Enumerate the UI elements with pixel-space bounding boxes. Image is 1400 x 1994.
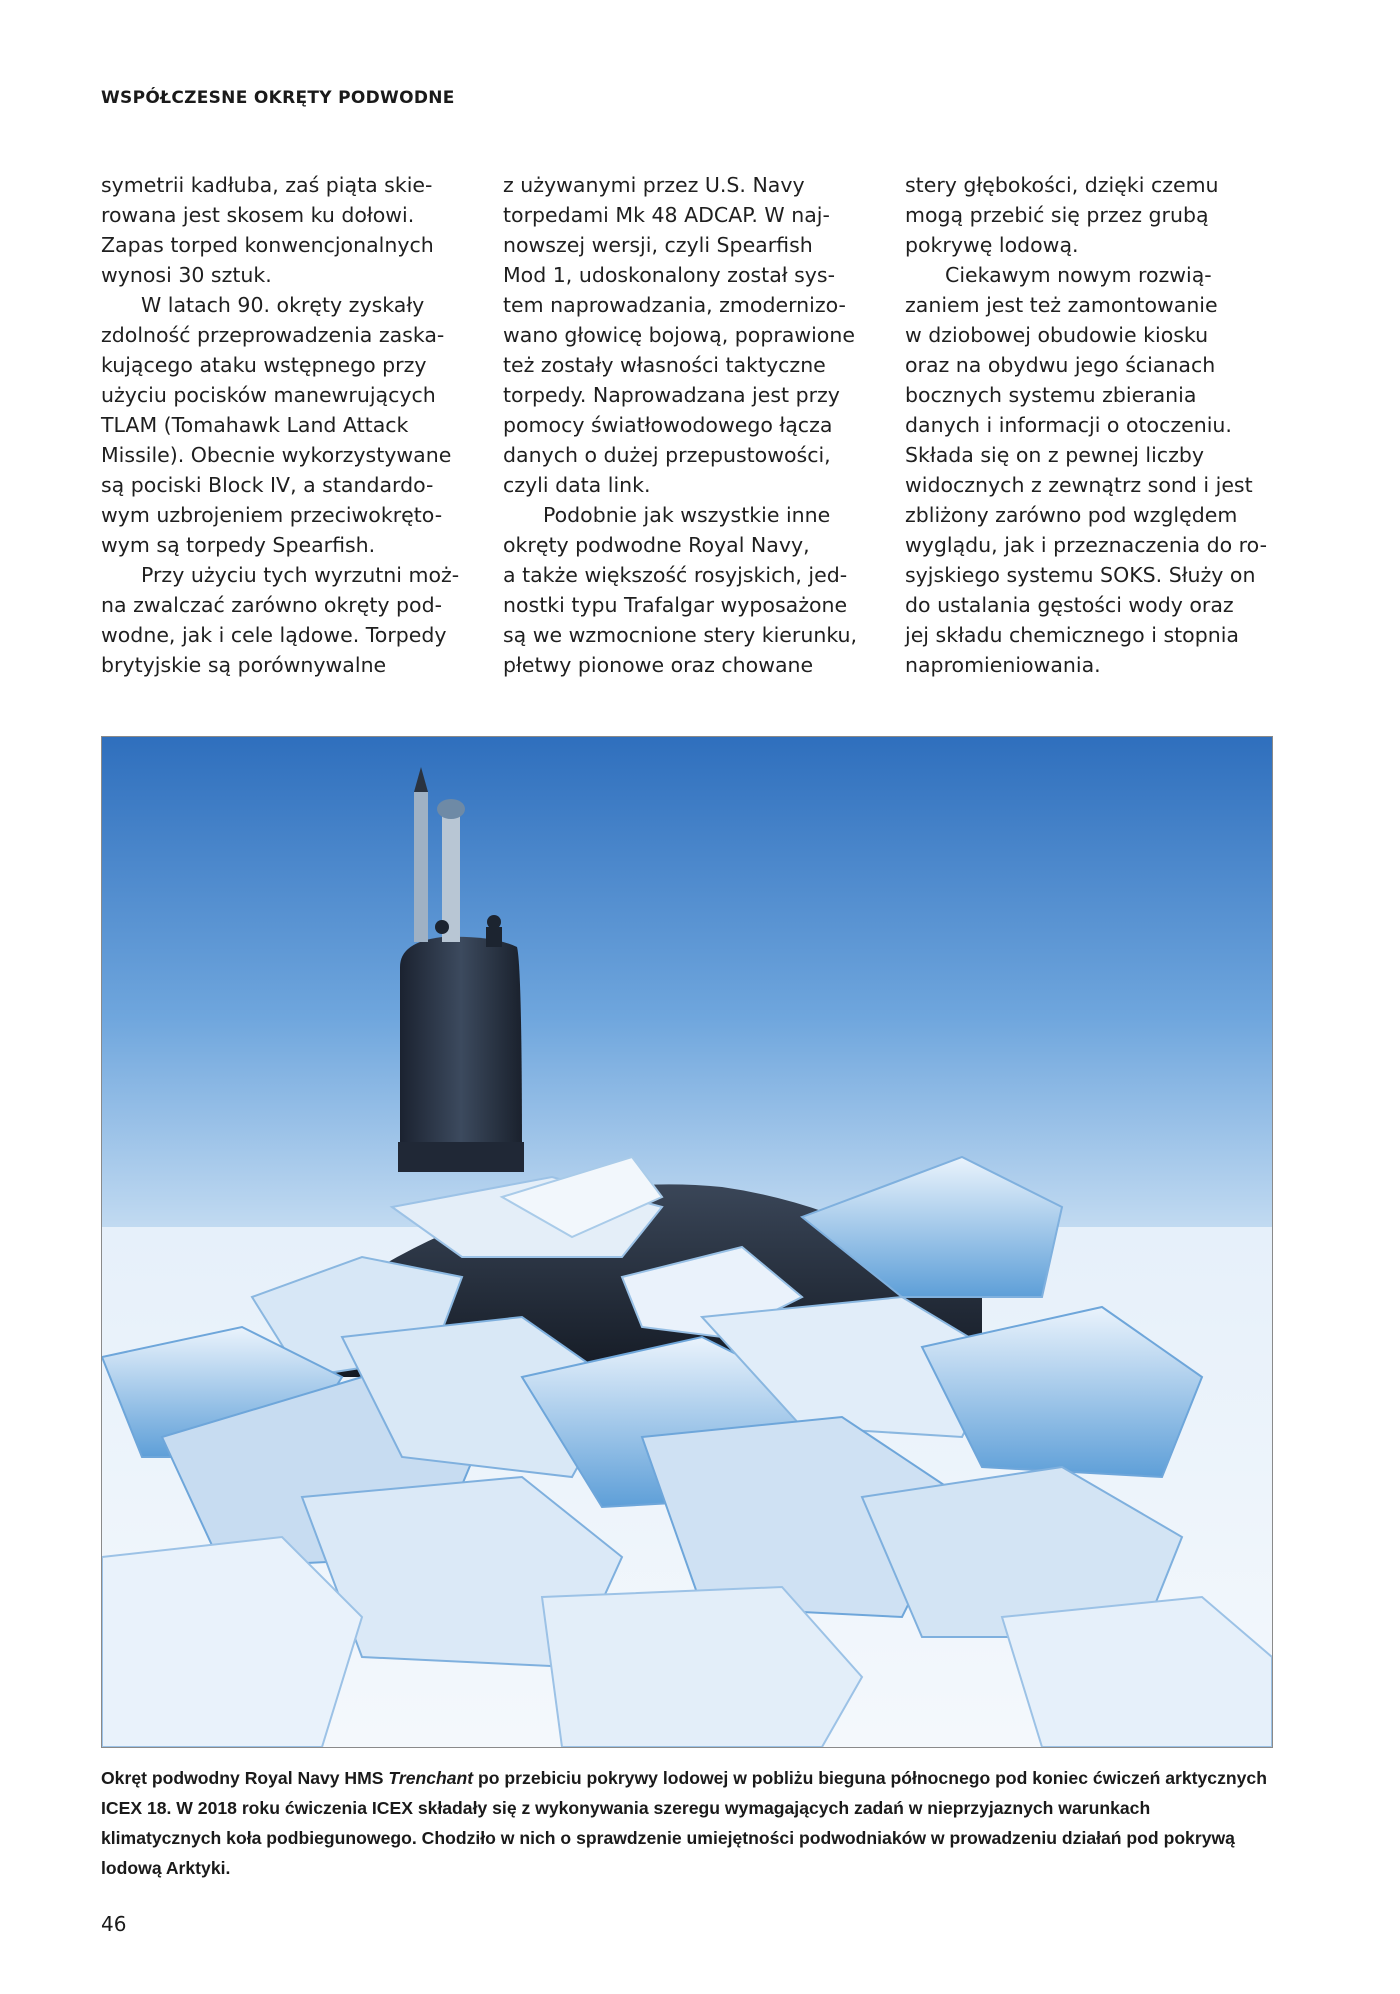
text-line: torpedy. Naprowadzana jest przy [503, 383, 840, 407]
text-line: kującego ataku wstępnego przy [101, 353, 427, 377]
text-line: wano głowicę bojową, poprawione [503, 323, 855, 347]
text-line: z używanymi przez U.S. Navy [503, 173, 805, 197]
caption-text-start: Okręt podwodny Royal Navy HMS [101, 1768, 389, 1788]
text-column-1 [101, 170, 476, 680]
text-line: danych i informacji o otoczeniu. [905, 413, 1232, 437]
photo-illustration [102, 737, 1272, 1747]
text-line: czyli data link. [503, 473, 651, 497]
text-line: nowszej wersji, czyli Spearfish [503, 233, 813, 257]
paragraph [503, 170, 878, 500]
text-line: też zostały własności taktyczne [503, 353, 826, 377]
submarine-ice-photo [101, 736, 1273, 1748]
text-line: nostki typu Trafalgar wyposażone [503, 593, 848, 617]
text-line: bocznych systemu zbierania [905, 383, 1197, 407]
text-line: na zwalczać zarówno okręty pod- [101, 593, 443, 617]
text-line: Składa się on z pewnej liczby [905, 443, 1204, 467]
text-line: wym są torpedy Spearfish. [101, 533, 376, 557]
text-line: stery głębokości, dzięki czemu [905, 173, 1219, 197]
text-line: Podobnie jak wszystkie inne [543, 503, 831, 527]
text-column-3 [905, 170, 1280, 680]
text-line: symetrii kadłuba, zaś piąta skie- [101, 173, 433, 197]
caption-ship-name: Trenchant [388, 1768, 474, 1788]
text-line: a także większość rosyjskich, jed- [503, 563, 848, 587]
paragraph [905, 170, 1280, 260]
text-line: oraz na obydwu jego ścianach [905, 353, 1216, 377]
paragraph [101, 170, 476, 290]
text-line: jej składu chemicznego i stopnia [905, 623, 1239, 647]
text-line: mogą przebić się przez grubą [905, 203, 1209, 227]
text-line: brytyjskie są porównywalne [101, 653, 387, 677]
text-column-2 [503, 170, 878, 680]
paragraph [101, 290, 476, 560]
text-line: są we wzmocnione stery kierunku, [503, 623, 858, 647]
text-line: rowana jest skosem ku dołowi. [101, 203, 415, 227]
text-line: użyciu pocisków manewrujących [101, 383, 436, 407]
text-line: zbliżony zarówno pod względem [905, 503, 1238, 527]
text-line: danych o dużej przepustowości, [503, 443, 831, 467]
text-line: wodne, jak i cele lądowe. Torpedy [101, 623, 447, 647]
text-line: torpedami Mk 48 ADCAP. W naj- [503, 203, 830, 227]
text-line: wynosi 30 sztuk. [101, 263, 272, 287]
paragraph [905, 260, 1280, 680]
text-line: W latach 90. okręty zyskały [141, 293, 425, 317]
text-line: pokrywę lodową. [905, 233, 1079, 257]
page-number: 46 [101, 1912, 127, 1936]
text-line: Ciekawym nowym rozwią- [945, 263, 1212, 287]
running-head-title: WSPÓŁCZESNE OKRĘTY PODWODNE [101, 88, 455, 108]
text-line: Missile). Obecnie wykorzystywane [101, 443, 452, 467]
text-line: płetwy pionowe oraz chowane [503, 653, 814, 677]
text-line: Mod 1, udoskonalony został sys- [503, 263, 835, 287]
text-line: Przy użyciu tych wyrzutni moż- [141, 563, 460, 587]
text-line: napromieniowania. [905, 653, 1101, 677]
text-line: syjskiego systemu SOKS. Służy on [905, 563, 1256, 587]
text-line: wyglądu, jak i przeznaczenia do ro- [905, 533, 1267, 557]
text-line: do ustalania gęstości wody oraz [905, 593, 1234, 617]
text-line: zaniem jest też zamontowanie [905, 293, 1218, 317]
text-line: widocznych z zewnątrz sond i jest [905, 473, 1253, 497]
text-line: są pociski Block IV, a standardo- [101, 473, 434, 497]
text-line: wym uzbrojeniem przeciwokręto- [101, 503, 443, 527]
text-line: TLAM (Tomahawk Land Attack [101, 413, 409, 437]
text-line: tem naprowadzania, zmodernizo- [503, 293, 846, 317]
text-line: okręty podwodne Royal Navy, [503, 533, 810, 557]
text-line: zdolność przeprowadzenia zaska- [101, 323, 445, 347]
paragraph [101, 560, 476, 680]
photo-caption [101, 1763, 1271, 1883]
paragraph [503, 500, 878, 680]
text-line: w dziobowej obudowie kiosku [905, 323, 1209, 347]
caption-text-end: po przebiciu pokrywy lodowej w pobliżu bieguna północnego pod koniec ćwiczeń arktycznych ICEX 18. W 2018 roku ćwiczenia ICEX składały się z wykonywania szeregu wymagających zadań w nieprzyjaznych warunkach klimatycznych koła podbiegunowego. Chodziło w nich o sprawdzenie umiejętności podwodniaków w prowadzeniu działań pod pokrywą lodową Arktyki. [101, 1768, 1267, 1878]
text-line: Zapas torped konwencjonalnych [101, 233, 434, 257]
text-line: pomocy światłowodowego łącza [503, 413, 833, 437]
